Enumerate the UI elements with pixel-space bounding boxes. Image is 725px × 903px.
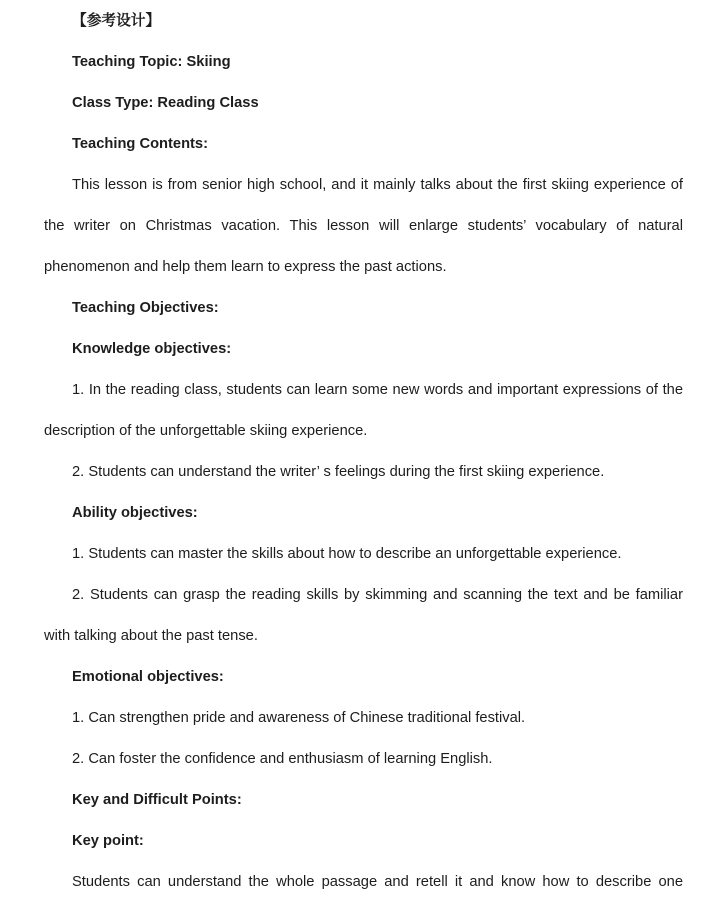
section-heading: 【参考设计】 bbox=[72, 13, 161, 29]
section-heading: Teaching Topic: Skiing bbox=[72, 54, 231, 70]
paragraph: Students can understand the whole passage and retell it and know how to describe one bbox=[72, 874, 683, 890]
paragraph: 1. In the reading class, students can learn some new words and important expressions of the description of the unforgettable skiing experience. bbox=[44, 382, 683, 439]
paragraph: 2. Students can understand the writer’ s feelings during the first skiing experience. bbox=[72, 464, 605, 480]
document-blocks bbox=[44, 1, 683, 903]
paragraph: 1. Can strengthen pride and awareness of Chinese traditional festival. bbox=[72, 710, 526, 726]
section-heading: Knowledge objectives: bbox=[72, 341, 232, 357]
section-heading: Teaching Objectives: bbox=[72, 300, 219, 316]
section-heading: Key and Difficult Points: bbox=[72, 792, 242, 808]
section-heading: Class Type: Reading Class bbox=[72, 95, 259, 111]
paragraph: 2. Can foster the confidence and enthusiasm of learning English. bbox=[72, 751, 493, 767]
section-heading: Ability objectives: bbox=[72, 505, 198, 521]
paragraph: This lesson is from senior high school, and it mainly talks about the first skiing experience of the writer on Christmas vacation. This lesson will enlarge students’ vocabulary of natural phenomenon and help them learn to express the past actions. bbox=[44, 177, 683, 275]
section-heading: Teaching Contents: bbox=[72, 136, 208, 152]
section-heading: Emotional objectives: bbox=[72, 669, 224, 685]
paragraph: 1. Students can master the skills about how to describe an unforgettable experience. bbox=[72, 546, 622, 562]
paragraph: 2. Students can grasp the reading skills by skimming and scanning the text and be familiar with talking about the past tense. bbox=[44, 587, 683, 644]
section-heading: Key point: bbox=[72, 833, 144, 849]
